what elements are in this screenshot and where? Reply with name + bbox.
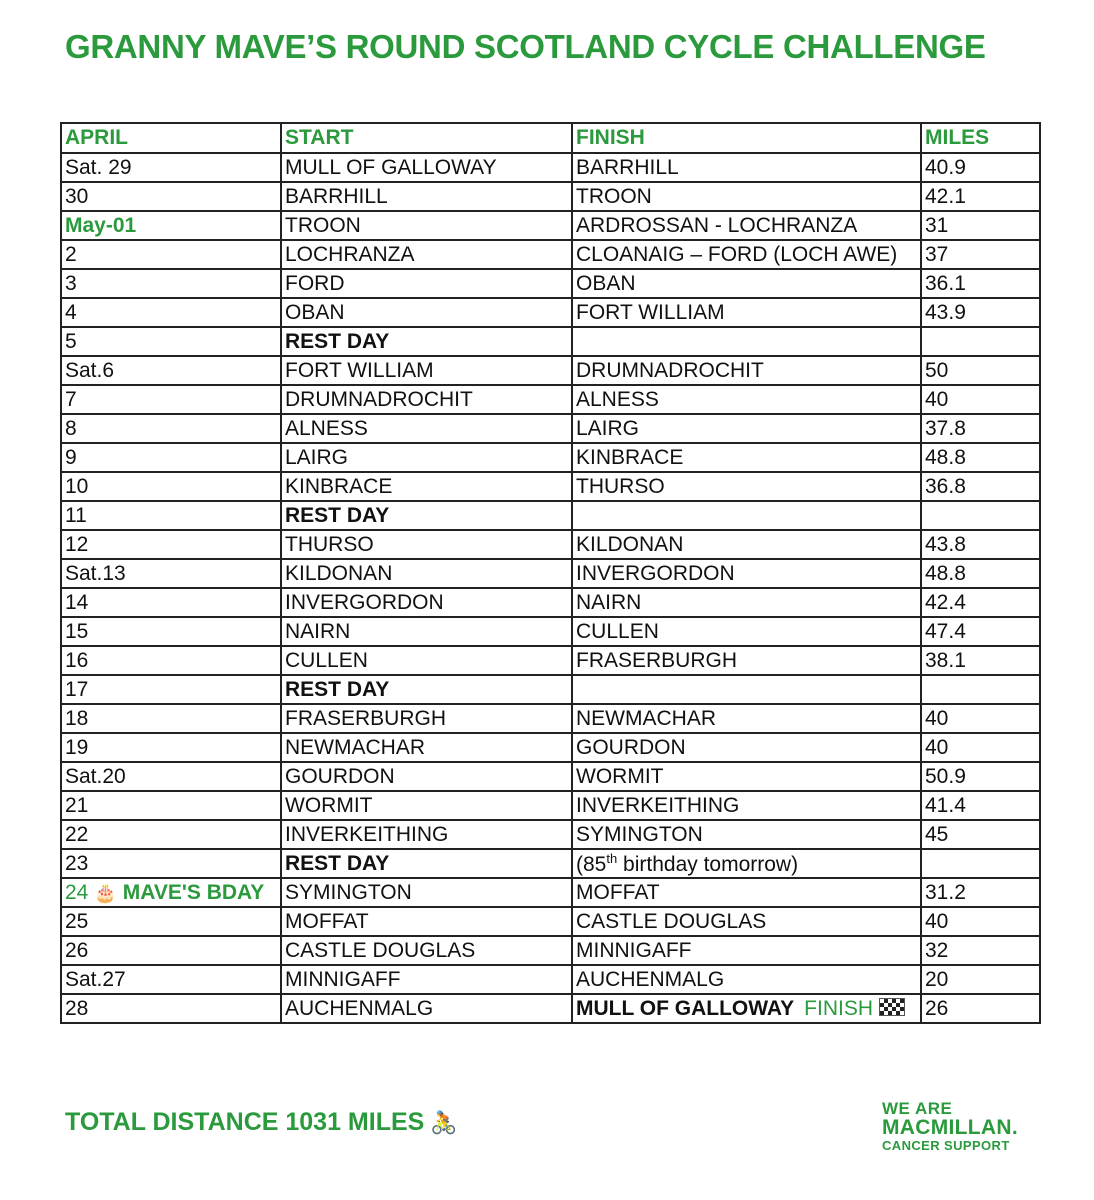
finish-cell bbox=[572, 385, 921, 414]
start-cell bbox=[281, 907, 572, 936]
finish-cell bbox=[572, 965, 921, 994]
start-cell bbox=[281, 530, 572, 559]
miles-cell bbox=[921, 617, 1040, 646]
table-row bbox=[61, 588, 1040, 617]
date-text: 8 bbox=[65, 416, 77, 440]
table-row bbox=[61, 356, 1040, 385]
miles-cell bbox=[921, 530, 1040, 559]
finish-cell bbox=[572, 269, 921, 298]
finish-text: WORMIT bbox=[576, 764, 664, 788]
table-row bbox=[61, 762, 1040, 791]
finish-text: CASTLE DOUGLAS bbox=[576, 909, 767, 933]
start-text: GOURDON bbox=[285, 764, 395, 788]
date-cell bbox=[61, 269, 281, 298]
start-cell bbox=[281, 501, 572, 530]
finish-text: THURSO bbox=[576, 474, 665, 498]
date-text: Sat. 29 bbox=[65, 155, 132, 179]
miles-text: 42.4 bbox=[925, 590, 966, 614]
start-text: INVERGORDON bbox=[285, 590, 444, 614]
miles-text: 47.4 bbox=[925, 619, 966, 643]
miles-text: 36.1 bbox=[925, 271, 966, 295]
date-text: 3 bbox=[65, 271, 77, 295]
miles-text: 40 bbox=[925, 735, 949, 759]
date-cell bbox=[61, 965, 281, 994]
start-text: MULL OF GALLOWAY bbox=[285, 155, 497, 179]
date-cell bbox=[61, 733, 281, 762]
date-text: 21 bbox=[65, 793, 89, 817]
miles-cell bbox=[921, 675, 1040, 704]
miles-cell bbox=[921, 733, 1040, 762]
start-text: DRUMNADROCHIT bbox=[285, 387, 473, 411]
date-text: 28 bbox=[65, 996, 89, 1020]
date-cell bbox=[61, 530, 281, 559]
finish-cell bbox=[572, 240, 921, 269]
miles-cell bbox=[921, 414, 1040, 443]
finish-cell bbox=[572, 443, 921, 472]
start-text: TROON bbox=[285, 213, 361, 237]
start-cell bbox=[281, 617, 572, 646]
start-text: OBAN bbox=[285, 300, 345, 324]
start-cell bbox=[281, 182, 572, 211]
date-cell bbox=[61, 153, 281, 182]
date-text: Sat.27 bbox=[65, 967, 126, 991]
miles-cell bbox=[921, 182, 1040, 211]
miles-cell bbox=[921, 356, 1040, 385]
start-text: INVERKEITHING bbox=[285, 822, 449, 846]
table-row bbox=[61, 298, 1040, 327]
start-text: SYMINGTON bbox=[285, 880, 412, 904]
finish-cell bbox=[572, 675, 921, 704]
miles-cell bbox=[921, 211, 1040, 240]
miles-cell bbox=[921, 298, 1040, 327]
start-cell bbox=[281, 153, 572, 182]
start-text: LAIRG bbox=[285, 445, 349, 469]
date-cell bbox=[61, 240, 281, 269]
miles-cell bbox=[921, 559, 1040, 588]
start-text: CULLEN bbox=[285, 648, 368, 672]
start-cell bbox=[281, 791, 572, 820]
table-row bbox=[61, 617, 1040, 646]
header-miles: MILES bbox=[921, 123, 1040, 153]
miles-text: 40.9 bbox=[925, 155, 966, 179]
date-cell bbox=[61, 646, 281, 675]
miles-text: 42.1 bbox=[925, 184, 966, 208]
schedule-table bbox=[60, 122, 1041, 1024]
finish-text: FORT WILLIAM bbox=[576, 300, 725, 324]
start-text: NAIRN bbox=[285, 619, 351, 643]
date-cell bbox=[61, 820, 281, 849]
header-finish: FINISH bbox=[572, 123, 921, 153]
date-cell bbox=[61, 907, 281, 936]
miles-cell bbox=[921, 472, 1040, 501]
date-cell bbox=[61, 211, 281, 240]
logo-line-3: CANCER SUPPORT bbox=[882, 1138, 1010, 1153]
bday-label: MAVE'S BDAY bbox=[122, 880, 265, 904]
start-cell bbox=[281, 704, 572, 733]
table-row bbox=[61, 269, 1040, 298]
table-row bbox=[61, 907, 1040, 936]
table-row bbox=[61, 240, 1040, 269]
start-text: REST DAY bbox=[285, 851, 390, 875]
finish-cell bbox=[572, 762, 921, 791]
date-text: May-01 bbox=[65, 213, 137, 237]
finish-text: KILDONAN bbox=[576, 532, 684, 556]
date-text: 5 bbox=[65, 329, 77, 353]
start-cell bbox=[281, 327, 572, 356]
finish-text: INVERGORDON bbox=[576, 561, 735, 585]
logo-line-2: MACMILLAN. bbox=[882, 1116, 1018, 1139]
date-text: 12 bbox=[65, 532, 89, 556]
miles-cell bbox=[921, 907, 1040, 936]
finish-text: BARRHILL bbox=[576, 155, 679, 179]
cake-icon: 🎂 bbox=[94, 882, 117, 903]
finish-cell bbox=[572, 617, 921, 646]
date-text: 4 bbox=[65, 300, 77, 324]
finish-text: ALNESS bbox=[576, 387, 659, 411]
table-row bbox=[61, 675, 1040, 704]
header-start: START bbox=[281, 123, 572, 153]
miles-text: 37 bbox=[925, 242, 949, 266]
finish-cell bbox=[572, 530, 921, 559]
birthday-note-post: birthday tomorrow) bbox=[617, 852, 799, 876]
miles-cell bbox=[921, 443, 1040, 472]
date-cell bbox=[61, 675, 281, 704]
table-row bbox=[61, 646, 1040, 675]
miles-text: 50 bbox=[925, 358, 949, 382]
date-cell bbox=[61, 878, 281, 907]
table-row bbox=[61, 994, 1040, 1023]
total-distance-text: TOTAL DISTANCE 1031 MILES bbox=[65, 1108, 425, 1136]
table-row bbox=[61, 965, 1040, 994]
date-text: 22 bbox=[65, 822, 89, 846]
finish-text: AUCHENMALG bbox=[576, 967, 725, 991]
start-cell bbox=[281, 443, 572, 472]
finish-text: TROON bbox=[576, 184, 652, 208]
table-row bbox=[61, 443, 1040, 472]
miles-text: 32 bbox=[925, 938, 949, 962]
birthday-note-sup: th bbox=[606, 850, 618, 866]
finish-text: DRUMNADROCHIT bbox=[576, 358, 764, 382]
finish-text: FRASERBURGH bbox=[576, 648, 738, 672]
miles-text: 43.9 bbox=[925, 300, 966, 324]
start-cell bbox=[281, 269, 572, 298]
date-text: 14 bbox=[65, 590, 89, 614]
start-cell bbox=[281, 936, 572, 965]
miles-cell bbox=[921, 762, 1040, 791]
start-cell bbox=[281, 820, 572, 849]
birthday-note-pre: (85 bbox=[576, 852, 607, 876]
finish-cell bbox=[572, 211, 921, 240]
table-row bbox=[61, 530, 1040, 559]
finish-text: CLOANAIG – FORD (LOCH AWE) bbox=[576, 242, 898, 266]
finish-cell bbox=[572, 501, 921, 530]
start-text: LOCHRANZA bbox=[285, 242, 415, 266]
finish-cell bbox=[572, 153, 921, 182]
finish-cell bbox=[572, 559, 921, 588]
start-cell bbox=[281, 559, 572, 588]
date-cell bbox=[61, 559, 281, 588]
date-cell bbox=[61, 588, 281, 617]
miles-text: 48.8 bbox=[925, 561, 966, 585]
table-row bbox=[61, 414, 1040, 443]
finish-text: INVERKEITHING bbox=[576, 793, 740, 817]
miles-text: 20 bbox=[925, 967, 949, 991]
date-text: 7 bbox=[65, 387, 77, 411]
miles-cell bbox=[921, 878, 1040, 907]
start-text: WORMIT bbox=[285, 793, 373, 817]
miles-text: 50.9 bbox=[925, 764, 966, 788]
table-row bbox=[61, 704, 1040, 733]
date-text: 23 bbox=[65, 851, 89, 875]
start-text: REST DAY bbox=[285, 677, 390, 701]
date-cell bbox=[61, 182, 281, 211]
miles-cell bbox=[921, 588, 1040, 617]
table-row bbox=[61, 327, 1040, 356]
miles-text: 40 bbox=[925, 909, 949, 933]
miles-cell bbox=[921, 849, 1040, 878]
date-cell bbox=[61, 385, 281, 414]
miles-cell bbox=[921, 965, 1040, 994]
logo-line-1: WE ARE bbox=[882, 1099, 953, 1118]
finish-cell bbox=[572, 936, 921, 965]
finish-cell bbox=[572, 849, 921, 878]
miles-cell bbox=[921, 704, 1040, 733]
miles-cell bbox=[921, 820, 1040, 849]
start-cell bbox=[281, 965, 572, 994]
table-row bbox=[61, 501, 1040, 530]
finish-text: GOURDON bbox=[576, 735, 686, 759]
finish-cell bbox=[572, 356, 921, 385]
finish-cell bbox=[572, 907, 921, 936]
miles-text: 41.4 bbox=[925, 793, 966, 817]
start-text: THURSO bbox=[285, 532, 374, 556]
checkered-flag-icon bbox=[879, 998, 905, 1016]
start-text: KILDONAN bbox=[285, 561, 393, 585]
miles-cell bbox=[921, 791, 1040, 820]
finish-cell bbox=[572, 733, 921, 762]
table-row bbox=[61, 385, 1040, 414]
finish-cell bbox=[572, 327, 921, 356]
miles-text: 31.2 bbox=[925, 880, 966, 904]
date-text: 10 bbox=[65, 474, 89, 498]
date-text: 2 bbox=[65, 242, 77, 266]
start-text: FRASERBURGH bbox=[285, 706, 447, 730]
date-text: Sat.20 bbox=[65, 764, 126, 788]
finish-cell bbox=[572, 298, 921, 327]
miles-text: 40 bbox=[925, 706, 949, 730]
start-cell bbox=[281, 356, 572, 385]
finish-cell bbox=[572, 182, 921, 211]
table-row bbox=[61, 733, 1040, 762]
finish-text: MINNIGAFF bbox=[576, 938, 692, 962]
start-text: CASTLE DOUGLAS bbox=[285, 938, 476, 962]
finish-text: NAIRN bbox=[576, 590, 642, 614]
date-text: 19 bbox=[65, 735, 89, 759]
date-cell bbox=[61, 472, 281, 501]
start-text: ALNESS bbox=[285, 416, 368, 440]
miles-cell bbox=[921, 501, 1040, 530]
date-cell bbox=[61, 356, 281, 385]
date-text: 9 bbox=[65, 445, 77, 469]
start-cell bbox=[281, 733, 572, 762]
table-row bbox=[61, 153, 1040, 182]
start-text: REST DAY bbox=[285, 503, 390, 527]
header-row bbox=[61, 123, 1040, 153]
finish-cell bbox=[572, 588, 921, 617]
table-row bbox=[61, 559, 1040, 588]
miles-text: 38.1 bbox=[925, 648, 966, 672]
finish-text: LAIRG bbox=[576, 416, 640, 440]
miles-cell bbox=[921, 385, 1040, 414]
start-cell bbox=[281, 298, 572, 327]
finish-cell bbox=[572, 994, 921, 1023]
start-text: BARRHILL bbox=[285, 184, 388, 208]
date-text: 11 bbox=[65, 503, 87, 527]
date-cell bbox=[61, 994, 281, 1023]
finish-text: OBAN bbox=[576, 271, 636, 295]
start-cell bbox=[281, 240, 572, 269]
miles-text: 37.8 bbox=[925, 416, 966, 440]
finish-label: FINISH bbox=[804, 996, 874, 1020]
miles-text: 45 bbox=[925, 822, 949, 846]
date-cell bbox=[61, 762, 281, 791]
finish-cell bbox=[572, 820, 921, 849]
date-text: 16 bbox=[65, 648, 89, 672]
finish-cell bbox=[572, 791, 921, 820]
date-text: 15 bbox=[65, 619, 89, 643]
date-cell bbox=[61, 443, 281, 472]
page-title: GRANNY MAVE’S ROUND SCOTLAND CYCLE CHALLENGE bbox=[65, 28, 986, 65]
bicycle-icon: 🚴 bbox=[430, 1110, 458, 1135]
miles-text: 43.8 bbox=[925, 532, 966, 556]
date-text: 24 bbox=[65, 880, 89, 904]
miles-text: 40 bbox=[925, 387, 949, 411]
start-cell bbox=[281, 994, 572, 1023]
finish-cell bbox=[572, 646, 921, 675]
date-cell bbox=[61, 298, 281, 327]
miles-cell bbox=[921, 936, 1040, 965]
finish-cell bbox=[572, 704, 921, 733]
miles-cell bbox=[921, 646, 1040, 675]
date-text: 18 bbox=[65, 706, 89, 730]
schedule-body bbox=[61, 153, 1040, 1023]
table-row bbox=[61, 472, 1040, 501]
start-text: REST DAY bbox=[285, 329, 390, 353]
date-text: Sat.13 bbox=[65, 561, 126, 585]
finish-text: NEWMACHAR bbox=[576, 706, 716, 730]
finish-text: MULL OF GALLOWAY bbox=[576, 996, 795, 1020]
date-cell bbox=[61, 501, 281, 530]
date-text: 26 bbox=[65, 938, 89, 962]
finish-text: CULLEN bbox=[576, 619, 659, 643]
table-row bbox=[61, 820, 1040, 849]
date-cell bbox=[61, 414, 281, 443]
start-cell bbox=[281, 675, 572, 704]
start-text: MINNIGAFF bbox=[285, 967, 401, 991]
date-cell bbox=[61, 327, 281, 356]
miles-text: 48.8 bbox=[925, 445, 966, 469]
miles-text: 26 bbox=[925, 996, 949, 1020]
finish-text: SYMINGTON bbox=[576, 822, 703, 846]
finish-text: ARDROSSAN - LOCHRANZA bbox=[576, 213, 858, 237]
date-cell bbox=[61, 849, 281, 878]
macmillan-logo bbox=[882, 1100, 1052, 1152]
start-cell bbox=[281, 472, 572, 501]
date-text: Sat.6 bbox=[65, 358, 115, 382]
date-cell bbox=[61, 617, 281, 646]
start-cell bbox=[281, 211, 572, 240]
table-row bbox=[61, 211, 1040, 240]
total-distance bbox=[65, 1108, 458, 1137]
finish-text: MOFFAT bbox=[576, 880, 660, 904]
table-row bbox=[61, 936, 1040, 965]
miles-cell bbox=[921, 240, 1040, 269]
miles-cell bbox=[921, 153, 1040, 182]
date-cell bbox=[61, 791, 281, 820]
table-row bbox=[61, 878, 1040, 907]
miles-cell bbox=[921, 327, 1040, 356]
start-cell bbox=[281, 762, 572, 791]
start-cell bbox=[281, 385, 572, 414]
date-text: 30 bbox=[65, 184, 89, 208]
table-row bbox=[61, 182, 1040, 211]
date-cell bbox=[61, 704, 281, 733]
date-text: 17 bbox=[65, 677, 89, 701]
date-cell bbox=[61, 936, 281, 965]
miles-text: 36.8 bbox=[925, 474, 966, 498]
miles-cell bbox=[921, 269, 1040, 298]
miles-cell bbox=[921, 994, 1040, 1023]
start-text: FORD bbox=[285, 271, 345, 295]
start-cell bbox=[281, 646, 572, 675]
finish-cell bbox=[572, 414, 921, 443]
start-cell bbox=[281, 414, 572, 443]
header-date: APRIL bbox=[61, 123, 281, 153]
start-text: KINBRACE bbox=[285, 474, 393, 498]
start-cell bbox=[281, 588, 572, 617]
table-row bbox=[61, 791, 1040, 820]
finish-cell bbox=[572, 472, 921, 501]
start-text: MOFFAT bbox=[285, 909, 369, 933]
start-cell bbox=[281, 849, 572, 878]
date-text: 25 bbox=[65, 909, 89, 933]
start-text: AUCHENMALG bbox=[285, 996, 434, 1020]
finish-text: KINBRACE bbox=[576, 445, 684, 469]
table-row bbox=[61, 849, 1040, 878]
start-text: NEWMACHAR bbox=[285, 735, 425, 759]
miles-text: 31 bbox=[925, 213, 949, 237]
start-cell bbox=[281, 878, 572, 907]
start-text: FORT WILLIAM bbox=[285, 358, 434, 382]
finish-cell bbox=[572, 878, 921, 907]
